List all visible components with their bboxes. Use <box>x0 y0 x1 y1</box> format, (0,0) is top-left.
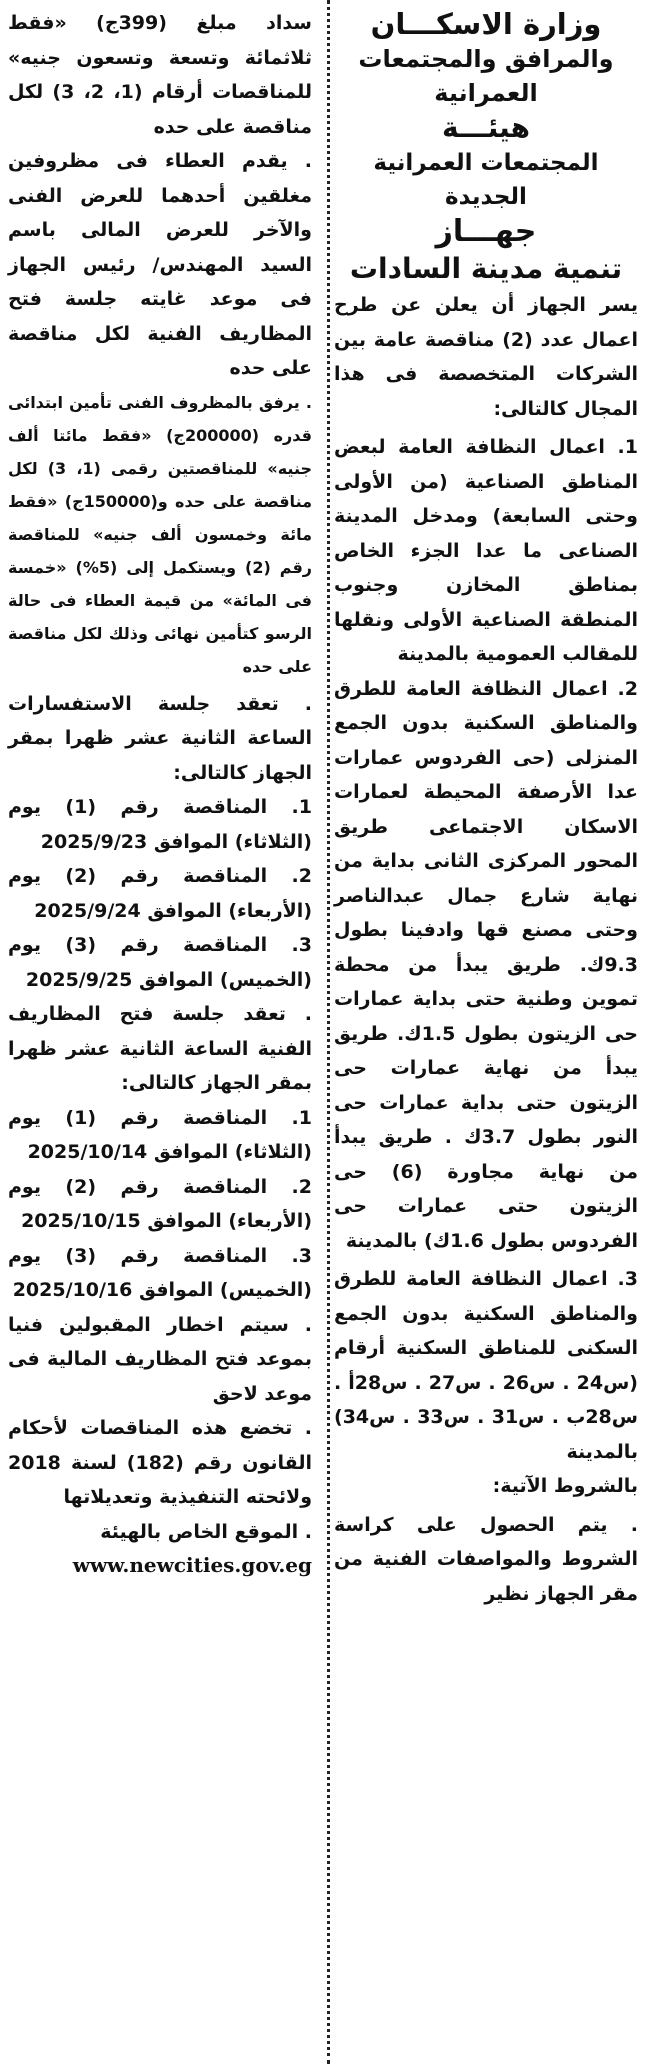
inquiry-session-2: 2. المناقصة رقم (2) يوم (الأربعاء) الموافق 2025/9/24 <box>8 865 312 922</box>
ministry-title: وزارة الاسكـــان <box>370 7 602 41</box>
website-link[interactable]: www.newcities.gov.eg <box>72 1553 312 1577</box>
conditions-heading: بالشروط الآتية: <box>492 1475 638 1497</box>
agency-title: جهـــاز <box>435 214 537 249</box>
ministry-subtitle: والمرافق والمجتمعات العمرانية <box>358 45 614 107</box>
agency-header <box>334 6 638 288</box>
left-column <box>8 6 312 2058</box>
inquiry-session-1: 1. المناقصة رقم (1) يوم (الثلاثاء) الموافق 2025/9/23 <box>8 796 312 853</box>
inquiries-intro: . تعقد جلسة الاستفسارات الساعة الثانية عشر ظهرا بمقر الجهاز كالتالى: <box>8 692 312 784</box>
opening-session-3: 3. المناقصة رقم (3) يوم (الخميس) الموافق 2025/10/16 <box>8 1244 312 1301</box>
column-divider <box>327 0 330 2064</box>
website-label: . الموقع الخاص بالهيئة <box>100 1520 312 1543</box>
right-column <box>334 6 638 2058</box>
tender-item-2: 2. اعمال النظافة العامة للطرق والمناطق السكنية بدون الجمع المنزلى (حى الفردوس عمارات عدا الأرصفة المحيطة لعمارات الاسكان الاجتماعى طريق المحور المركزى الثانى بداية من نهاية شارع جمال عبدالناصر وحتى مصنع قها وادفينا بطول 9.3ك. طريق يبدأ من محطة تموين وطنية حتى بداية عمارات حى الزيتون بطول 1.5ك. طريق يبدأ من نهاية عمارات حى الزيتون حتى بداية عمارات حى النور بطول 3.7ك . طريق يبدأ من نهاية مجاورة (6) حى الزيتون حتى عمارات حى الفردوس بطول 1.6ك) بالمدينة <box>334 677 638 1252</box>
authority-subtitle: المجتمعات العمرانية الجديدة <box>373 150 599 210</box>
obtain-booklet: . يتم الحصول على كراسة الشروط والمواصفات الفنية من مقر الجهاز نظير <box>334 1513 638 1605</box>
opening-session-1: 1. المناقصة رقم (1) يوم (الثلاثاء) الموافق 2025/10/14 <box>8 1106 312 1163</box>
city-agency-title: تنمية مدينة السادات <box>349 252 623 285</box>
insurance-paragraph: . يرفق بالمظروف الفنى تأمين ابتدائى قدره (200000ج) «فقط مائتا ألف جنيه» للمناقصتين رقمى (1، 3) لكل مناقصة على حده و(150000ج) «فقط مائة وخمسون ألف جنيه» للمناقصة رقم (2) ويستكمل إلى (5%) «خمسة فى المائة» من قيمة العطاء فى حالة الرسو كتأمين نهائى وذلك لكل مناقصة على حده <box>8 392 313 676</box>
booklet-fee: سداد مبلغ (399ج) «فقط ثلاثمائة وتسعة وتسعون جنيه» للمناقصات أرقام (1، 2، 3) لكل مناقصة على حده <box>8 12 312 138</box>
law-paragraph: . تخضع هذه المناقصات لأحكام القانون رقم (182) لسنة 2018 ولائحته التنفيذية وتعديلاتها <box>8 1417 312 1508</box>
opening-session-2: 2. المناقصة رقم (2) يوم (الأربعاء) الموافق 2025/10/15 <box>8 1175 312 1232</box>
envelopes-paragraph: . يقدم العطاء فى مظروفين مغلقين أحدهما للعرض الفنى والآخر للعرض المالى باسم السيد المهندس/ رئيس الجهاز فى موعد غايته جلسة فتح المظاريف الفنية لكل مناقصة على حده <box>8 150 312 379</box>
tender-item-3: 3. اعمال النظافة العامة للطرق والمناطق السكنية بدون الجمع السكنى للمناطق السكنية أرقام (س24 . س26 . س27 . س28أ . س28ب . س31 . س33 . س34) بالمدينة <box>334 1268 638 1463</box>
authority-title: هيئـــة <box>442 111 530 144</box>
intro-paragraph: يسر الجهاز أن يعلن عن طرح اعمال عدد (2) مناقصة عامة بين الشركات المتخصصة فى هذا المجال كالتالى: <box>334 294 638 420</box>
inquiry-session-3: 3. المناقصة رقم (3) يوم (الخميس) الموافق 2025/9/25 <box>8 934 312 991</box>
notify-paragraph: . سيتم اخطار المقبولين فنيا بموعد فتح المظاريف المالية فى موعد لاحق <box>8 1313 312 1405</box>
tender-item-1: 1. اعمال النظافة العامة لبعض المناطق الصناعية (من الأولى وحتى السابعة) ومدخل المدينة الصناعى ما عدا الجزء الخاص بمناطق المخازن وجنوب المنطقة الصناعية الأولى ونقلها للمقالب العمومية بالمدينة <box>334 436 638 665</box>
opening-intro: . تعقد جلسة فتح المظاريف الفنية الساعة الثانية عشر ظهرا بمقر الجهاز كالتالى: <box>8 1003 312 1094</box>
